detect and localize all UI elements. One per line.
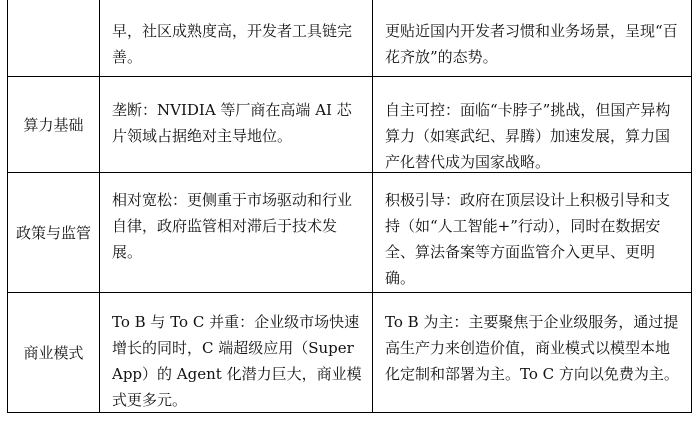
row-category bbox=[8, 77, 100, 172]
table-row bbox=[8, 76, 691, 172]
category-text: 商业模式 bbox=[23, 344, 84, 362]
right-column-cell: To B 为主：主要聚焦于企业级服务，通过提高生产力来创造价值，商业模式以模型本地化定制和部署为主。To C 方向以免费为主。 bbox=[385, 313, 679, 383]
row-category bbox=[8, 293, 100, 413]
left-column-cell: 垄断：NVIDIA 等厂商在高端 AI 芯片领域占据绝对主导地位。 bbox=[100, 77, 373, 172]
table-row bbox=[8, 172, 691, 292]
row-category bbox=[8, 173, 100, 292]
category-text: 算力基础 bbox=[23, 115, 84, 134]
table-row bbox=[8, 292, 691, 413]
left-column-cell: 相对宽松：更侧重于市场驱动和行业自律，政府监管相对滞后于技术发展。 bbox=[100, 173, 373, 292]
row-category bbox=[8, 0, 100, 76]
table-row bbox=[8, 0, 691, 76]
right-column-cell: 更贴近国内开发者习惯和业务场景，呈现“百花齐放”的态势。 bbox=[385, 22, 678, 66]
comparison-table bbox=[7, 0, 692, 413]
category-text: 政策与监管 bbox=[16, 223, 92, 242]
right-column-cell: 积极引导：政府在顶层设计上积极引导和支持（如“人工智能+”行动），同时在数据安全、算法备案等方面监管介入更早、更明确。 bbox=[385, 191, 671, 287]
left-column-cell: To B 与 To C 并重：企业级市场快速增长的同时，C 端超级应用（Super App）的 Agent 化潜力巨大，商业模式更多元。 bbox=[100, 293, 373, 413]
left-column-cell: 早，社区成熟度高，开发者工具链完善。 bbox=[100, 0, 373, 76]
right-column-cell: 自主可控：面临“卡脖子”挑战，但国产异构算力（如寒武纪、昇腾）加速发展，算力国产化替代成为国家战略。 bbox=[385, 101, 671, 171]
